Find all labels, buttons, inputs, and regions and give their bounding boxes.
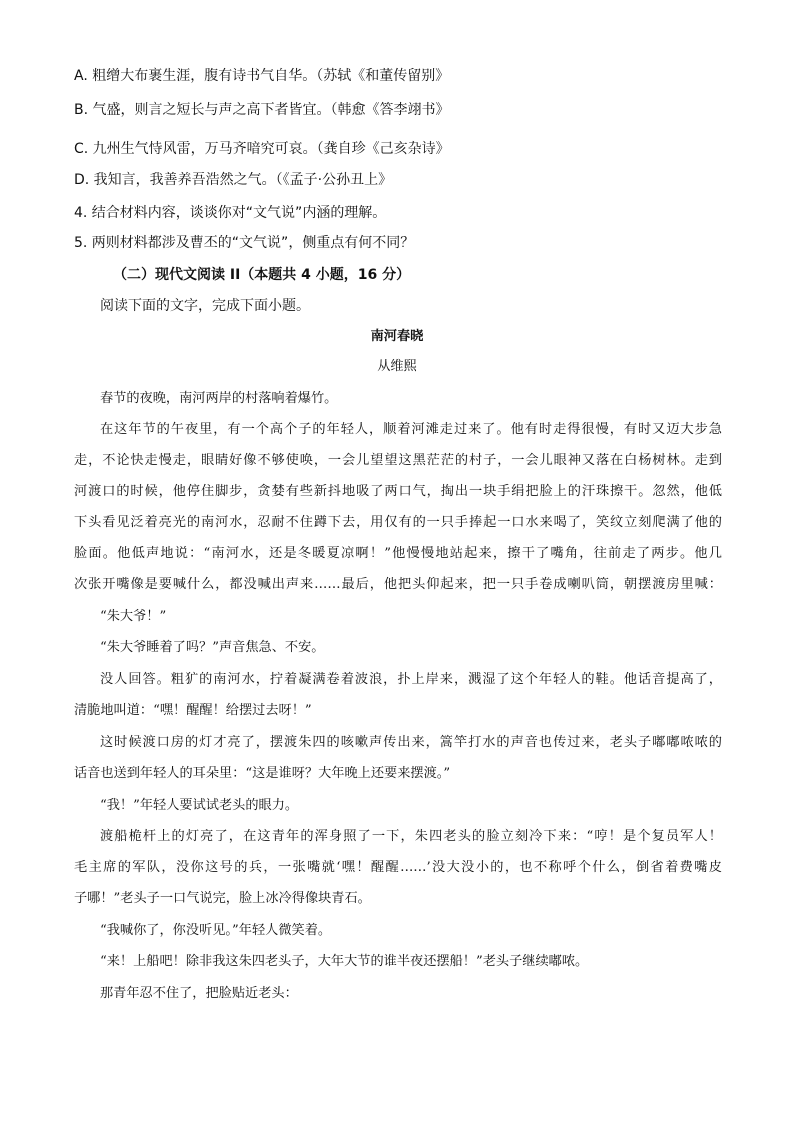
- option-a: A. 粗缯大布裹生涯，腹有诗书气自华。（苏轼《和董传留别》: [74, 68, 450, 84]
- dialogue-line: “我！”年轻人要试试老头的眼力。: [100, 798, 299, 813]
- paragraph-line: 次张开嘴像是要喊什么，都没喊出声来……最后，他把头仰起来，把一只手卷成喇叭筒，朝摆渡房里喊：: [74, 577, 722, 592]
- paragraph-line: 渡船桅杆上的灯亮了，在这青年的浑身照了一下，朱四老头的脸立刻冷下来：“哼！是个复员军人！: [100, 829, 722, 844]
- option-c: C. 九州生气恃风雷，万马齐喑究可哀。（龚自珍《己亥杂诗》: [74, 141, 450, 157]
- dialogue-line: “朱大爷睡着了吗？”声音焦急、不安。: [100, 640, 325, 655]
- paragraph-line: 这时候渡口房的灯才亮了，摆渡朱四的咳嗽声传出来，篙竿打水的声音也传过来，老头子嘟嘟哝哝的: [100, 735, 722, 750]
- paragraph-line: 下头看见泛着亮光的南河水，忍耐不住蹲下去，用仅有的一只手捧起一口水来喝了，笑纹立刻爬满了他的: [74, 515, 722, 530]
- question-4: 4. 结合材料内容，谈谈你对“文气说”内涵的理解。: [74, 205, 387, 221]
- story-title: 南河春晓: [370, 329, 424, 344]
- paragraph-line: 在这年节的午夜里，有一个高个子的年轻人，顺着河滩走过来了。他有时走得很慢，有时又迈大步急: [100, 422, 722, 437]
- paragraph-line: 脸面。他低声地说：“南河水，还是冬暖夏凉啊！”他慢慢地站起来，擦干了嘴角，往前走了两步。他几: [74, 546, 722, 561]
- paragraph-line: 走，不论快走慢走，眼睛好像不够使唤，一会儿望望这黑茫茫的村子，一会儿眼神又落在白杨树林。走到: [74, 453, 722, 468]
- paragraph-line: 春节的夜晚，南河两岸的村落响着爆竹。: [100, 391, 338, 406]
- paragraph-line: 话音也送到年轻人的耳朵里：“这是谁呀？大年晚上还要来摆渡。”: [74, 766, 451, 781]
- story-author: 从维熙: [377, 359, 417, 374]
- dialogue-line: “朱大爷！”: [100, 609, 167, 624]
- paragraph-line: 那青年忍不住了，把脸贴近老头：: [100, 986, 298, 1001]
- dialogue-line: “来！上船吧！除非我这朱四老头子，大年大节的谁半夜还摆船！”老头子继续嘟哝。: [100, 954, 589, 969]
- paragraph-line: 没人回答。粗犷的南河水，拧着凝满卷着波浪，扑上岸来，溅湿了这个年轻人的鞋。他话音提高了，: [100, 672, 722, 687]
- instruction-text: 阅读下面的文字，完成下面小题。: [100, 298, 310, 314]
- paragraph-line: 河渡口的时候，他停住脚步，贪婪有些新抖地吸了两口气，掏出一块手绢把脸上的汗珠擦干。忽然，他低: [74, 484, 722, 499]
- paragraph-line: 子哪！”老头子一口气说完，脸上冰冷得像块青石。: [74, 891, 371, 906]
- option-d: D. 我知言，我善养吾浩然之气。（《孟子·公孙丑上》: [74, 172, 393, 188]
- paragraph-line: 清脆地叫道：“嘿！醒醒！给摆过去呀！”: [74, 703, 312, 718]
- question-5: 5. 两则材料都涉及曹丕的“文气说”，侧重点有何不同？: [74, 235, 415, 251]
- paragraph-line: 毛主席的军队，没你这号的兵，一张嘴就‘嘿！醒醒……’没大没小的，也不称呼个什么，倒省着费嘴皮: [74, 860, 722, 875]
- section-heading: （二）现代文阅读 II（本题共 4 小题，16 分）: [113, 267, 411, 283]
- dialogue-line: “我喊你了，你没听见。”年轻人微笑着。: [100, 923, 332, 938]
- option-b: B. 气盛，则言之短长与声之高下者皆宜。（韩愈《答李翊书》: [74, 102, 450, 118]
